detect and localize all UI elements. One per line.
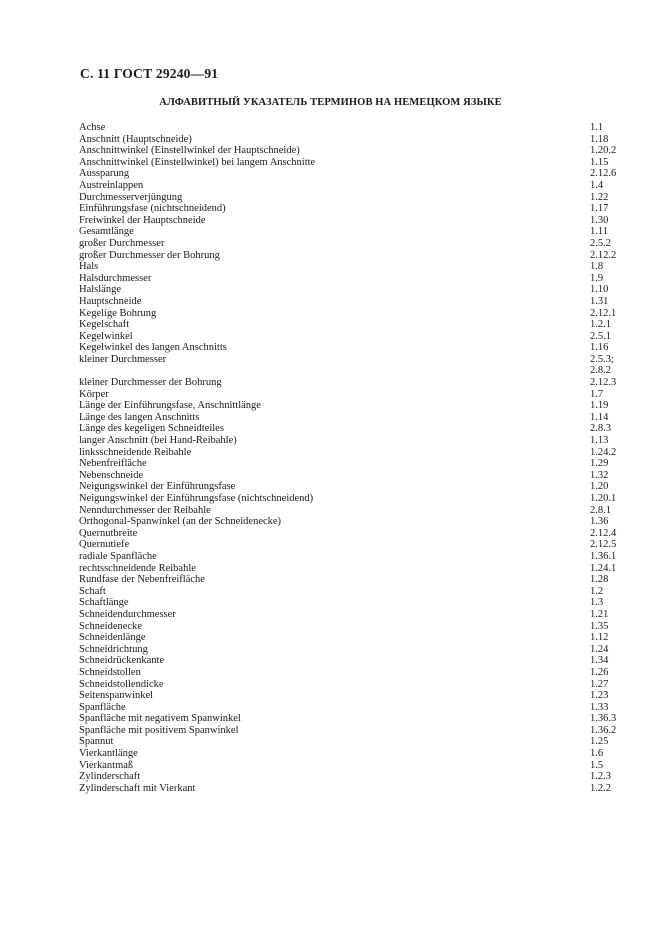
term-reference: 2.12.5 [590,539,617,551]
term-reference: 1.21 [590,608,609,620]
term-reference: 1.2.1 [590,319,611,331]
term-reference: 1.4 [590,179,604,191]
term-row [79,470,639,482]
term-text: Austreinlappen [79,179,144,191]
term-reference: 1.28 [590,574,609,586]
term-row [79,238,639,250]
term-text: Kegelige Bohrung [79,307,157,319]
term-text: Seitenspanwinkel [79,690,154,702]
term-reference: 1.23 [590,690,609,702]
term-row [79,760,639,772]
term-row [79,168,639,180]
term-row [79,423,639,435]
term-text: Halslänge [79,284,121,296]
term-text: Spanfläche mit negativem Spanwinkel [79,713,241,725]
term-reference: 1.30 [590,214,609,226]
term-reference: 1.2.2 [590,782,611,794]
term-reference: 1.24 [590,643,609,655]
term-text: Quernutiefe [79,539,130,551]
term-row [79,771,639,783]
term-text: Schneidrichtung [79,643,148,655]
term-reference: 1.7 [590,388,604,400]
term-row [79,435,639,447]
term-text: Körper [79,388,109,400]
term-row [79,655,639,667]
term-text: Nebenfreifläche [79,458,147,470]
term-reference: 1.24.1 [590,562,617,574]
term-text: Achse [79,122,106,133]
term-reference: 2.12.4 [590,527,617,539]
term-text: Kegelwinkel des langen Anschnitts [79,342,227,354]
term-row [79,713,639,725]
term-text: Anschnittwinkel (Einstellwinkel der Hauptschneide) [79,145,300,157]
term-text: Schaft [79,585,106,597]
term-text: linksschneidende Reibahle [79,446,192,458]
term-reference: 1.31 [590,295,609,307]
term-text: Schneidenecke [79,620,142,632]
term-reference: 1.27 [590,678,609,690]
term-row [79,621,639,633]
term-text: Anschnitt (Hauptschneide) [79,133,192,145]
term-text: Schneidendurchmesser [79,608,176,620]
term-text: Rundfase der Nebenfreifläche [79,574,205,586]
term-row [79,586,639,598]
index-title: АЛФАВИТНЫЙ УКАЗАТЕЛЬ ТЕРМИНОВ НА НЕМЕЦКОМ ЯЗЫКЕ [159,97,502,108]
term-text: Durchmesserverjüngung [79,191,183,203]
term-reference: 1.19 [590,400,609,412]
term-index-list [79,122,639,794]
term-text: Hals [79,261,99,273]
term-text: Schneidrückenkante [79,655,165,667]
term-reference: 1.14 [590,411,609,423]
term-text: Vierkantlänge [79,748,138,760]
term-reference: 1.15 [590,156,609,168]
term-reference: 1.6 [590,748,604,760]
term-row [79,412,639,424]
term-reference: 1.8 [590,261,604,273]
term-reference: 1.25 [590,736,609,748]
term-row [79,783,639,795]
term-row [79,528,639,540]
term-text: Spanfläche [79,701,126,713]
term-reference: 1.35 [590,620,609,632]
term-row [79,226,639,238]
term-reference: 2.12.3 [590,377,617,389]
term-row [79,667,639,679]
term-reference: 1.20.1 [590,493,617,504]
term-reference: 1.36.3 [590,713,617,725]
term-reference: 2.8.1 [590,504,611,516]
term-reference: 1.20.2 [590,145,617,157]
term-row [79,516,639,528]
term-row [79,539,639,551]
term-text: Schaftlänge [79,597,129,609]
term-reference: 1.3 [590,597,604,609]
term-text: langer Anschnitt (bei Hand-Reibahle) [79,435,237,447]
term-row [79,644,639,656]
term-reference: 1.26 [590,666,609,678]
term-row [79,157,639,169]
term-text: Orthogonal-Spanwinkel (an der Schneidenecke) [79,516,282,528]
term-row [79,377,639,389]
term-reference: 1.12 [590,632,609,644]
term-row [79,203,639,215]
term-reference: 1.1 [590,122,604,133]
term-text: Aussparung [79,168,130,180]
term-row [79,284,639,296]
term-reference: 1.17 [590,203,609,215]
term-reference: 1.9 [590,272,604,284]
term-text: Kegelwinkel [79,330,133,342]
term-row [79,725,639,737]
term-reference: 1.24.2 [590,446,617,458]
term-row [79,447,639,459]
term-row [79,458,639,470]
term-text: Freiwinkel der Hauptschneide [79,214,206,226]
term-reference: 2.5.1 [590,330,611,342]
term-text: Zylinderschaft [79,771,141,783]
term-text: Kegelschaft [79,319,130,331]
term-reference: 1.10 [590,284,609,296]
term-row [79,748,639,760]
term-row [79,192,639,204]
term-row [79,180,639,192]
term-text: Spanfläche mit positivem Spanwinkel [79,724,239,736]
term-text: Neigungswinkel der Einführungsfase (nichtschneidend) [79,493,314,504]
term-text: Halsdurchmesser [79,272,152,284]
term-text: großer Durchmesser der Bohrung [79,249,220,261]
term-row [79,354,639,377]
term-text: Anschnittwinkel (Einstellwinkel) bei langem Anschnitte [79,156,316,168]
term-reference: 2.5.3; 2.8.2 [590,353,614,377]
term-row [79,296,639,308]
term-text: Schneidstollen [79,666,141,678]
term-row [79,342,639,354]
term-row [79,215,639,227]
term-reference: 2.12.6 [590,168,617,180]
term-row [79,122,639,134]
term-text: rechtsschneidende Reibahle [79,562,196,574]
term-text: kleiner Durchmesser der Bohrung [79,377,222,389]
term-row [79,609,639,621]
term-reference: 1.36.1 [590,550,617,562]
term-text: radiale Spanfläche [79,550,157,562]
term-row [79,563,639,575]
term-reference: 2.12.1 [590,307,617,319]
term-text: Schneidstollendicke [79,678,164,690]
term-reference: 1.36.2 [590,724,617,736]
term-row [79,505,639,517]
term-row [79,273,639,285]
term-row [79,261,639,273]
term-reference: 1.18 [590,133,609,145]
term-row [79,308,639,320]
term-row [79,331,639,343]
term-row [79,400,639,412]
term-text: Länge der Einführungsfase, Anschnittlänge [79,400,261,412]
term-text: Nebenschneide [79,469,144,481]
term-text: Quernutbreite [79,527,138,539]
term-reference: 1.11 [590,226,608,238]
term-row [79,679,639,691]
term-reference: 1.20 [590,481,609,493]
term-text: Länge des langen Anschnitts [79,411,200,423]
term-reference: 1.34 [590,655,609,667]
term-reference: 1.22 [590,191,609,203]
term-text: Spannut [79,736,114,748]
term-row [79,145,639,157]
term-row [79,632,639,644]
term-reference: 2.8.3 [590,423,611,435]
term-reference: 2.12.2 [590,249,617,261]
term-text: Einführungsfase (nichtschneidend) [79,203,226,215]
term-text: Nenndurchmesser der Reibahle [79,504,211,516]
term-text: großer Durchmesser [79,237,165,249]
term-text: Länge des kegeligen Schneidteiles [79,423,224,435]
term-row [79,319,639,331]
term-row [79,702,639,714]
term-row [79,551,639,563]
term-row [79,597,639,609]
term-reference: 1.33 [590,701,609,713]
term-text: Vierkantmaß [79,759,134,771]
term-row [79,134,639,146]
term-row [79,736,639,748]
term-text: Hauptschneide [79,295,142,307]
term-reference: 1.36 [590,516,609,528]
term-row [79,493,639,505]
term-reference: 2.5.2 [590,237,611,249]
term-row [79,574,639,586]
term-row [79,481,639,493]
term-text: kleiner Durchmesser [79,353,167,365]
page-header: С. 11 ГОСТ 29240—91 [80,66,219,81]
term-reference: 1.5 [590,759,604,771]
term-row [79,250,639,262]
term-reference: 1.13 [590,435,609,447]
term-reference: 1.29 [590,458,609,470]
term-row [79,690,639,702]
term-text: Zylinderschaft mit Vierkant [79,782,196,794]
term-row [79,389,639,401]
term-text: Gesamtlänge [79,226,134,238]
term-text: Schneidenlänge [79,632,146,644]
term-reference: 1.32 [590,469,609,481]
term-reference: 1.16 [590,342,609,354]
term-text: Neigungswinkel der Einführungsfase [79,481,236,493]
term-reference: 1.2 [590,585,604,597]
term-reference: 1.2.3 [590,771,611,783]
